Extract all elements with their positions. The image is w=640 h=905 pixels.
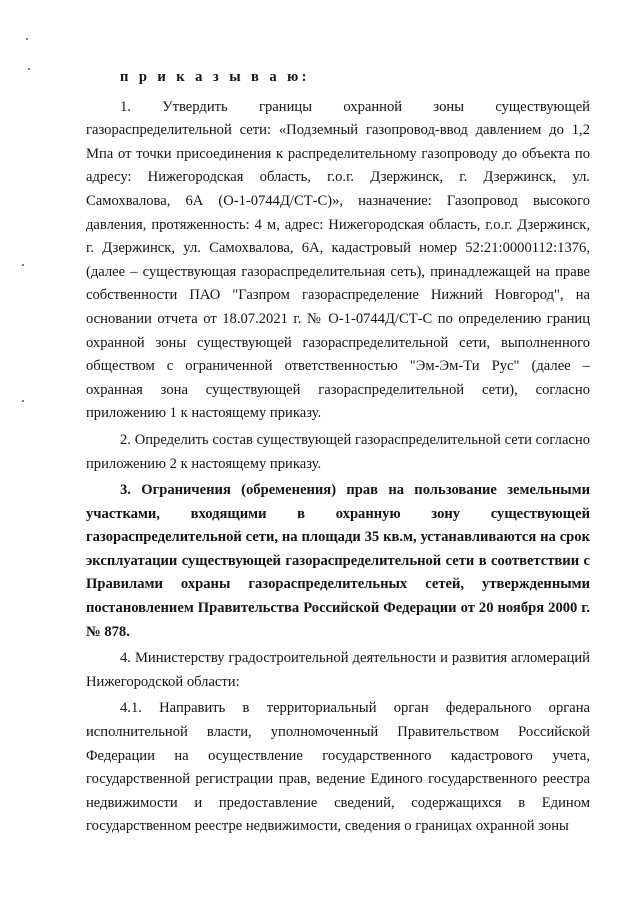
scan-speck	[26, 38, 28, 40]
paragraph-4-1: 4.1. Направить в территориальный орган федерального органа исполнительной власти, уполномоченный Правительством Российской Федерации на осуществление государственного кадастрового учета, государственной регистрации прав, ведение Единого государственного реестра недвижимости и предоставление сведений, содержащихся в Едином государственном реестре недвижимости, сведения о границах охранной зоны	[86, 700, 590, 835]
paragraph-4: 4. Министерству градостроительной деятельности и развития агломераций Нижегородской области:	[86, 650, 590, 690]
paragraph-1: 1. Утвердить границы охранной зоны существующей газораспределительной сети: «Подземный газопровод-ввод давлением до 1,2 Мпа от точки присоединения к распределительному газопроводу до объекта по адресу: Нижегородская область, г.о.г. Дзержинск, г. Дзержинск, ул. Самохвалова, 6А (О-1-0744Д/СТ-С)», назначение: Газопровод высокого давления, протяженность: 4 м, адрес: Нижегородская область, г.о.г. Дзержинск, г. Дзержинск, ул. Самохвалова, 6А, кадастровый номер 52:21:0000112:1376, (далее – существующая газораспределительная сеть), принадлежащей на праве собственности ПАО "Газпром газораспределение Нижний Новгород", на основании отчета от 18.07.2021 г. № О-1-0744Д/СТ-С по определению границ охранной зоны существующей газораспределительной сети, выполненного обществом с ограниченной ответственностью "Эм-Эм-Ти Рус" (далее – охранная зона существующей газораспределительной сети), согласно приложению 1 к настоящему приказу.	[86, 98, 590, 422]
scan-speck	[22, 264, 24, 266]
document-page	[86, 66, 590, 842]
scan-speck	[28, 68, 30, 70]
paragraph-3: 3. Ограничения (обременения) прав на пользование земельными участками, входящими в охранную зону существующей газораспределительной сети, на площади 35 кв.м, устанавливаются на срок эксплуатации существующей газораспределительной сети в соответствии с Правилами охраны газораспределительных сетей, утвержденными постановлением Правительства Российской Федерации от 20 ноября 2000 г. № 878.	[86, 482, 590, 640]
order-heading: п р и к а з ы в а ю:	[120, 69, 310, 85]
scan-speck	[22, 400, 24, 402]
paragraph-2: 2. Определить состав существующей газораспределительной сети согласно приложению 2 к настоящему приказу.	[86, 431, 590, 472]
